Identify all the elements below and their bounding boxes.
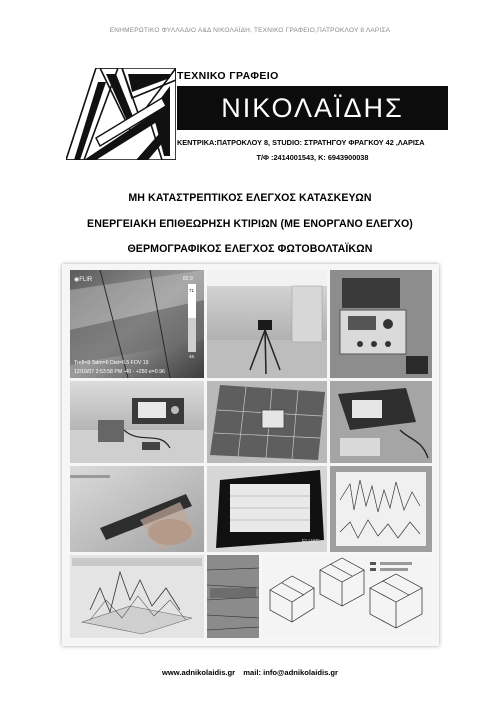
photo-fluke-device bbox=[207, 466, 327, 552]
website-link[interactable]: www.adnikolaidis.gr bbox=[161, 668, 236, 677]
email-link[interactable]: mail: info@adnikolaidis.gr bbox=[243, 668, 338, 677]
footer-contact bbox=[0, 668, 500, 677]
image-3d-surface-plot bbox=[70, 555, 204, 638]
photo-waveform-screen bbox=[330, 466, 432, 552]
thermal-readout-1: Trefl=8 Tatm=6 Dist=6.5 FOV 19 bbox=[74, 360, 149, 366]
phone-line: Τ/Φ :2414001543, Κ: 6943900038 bbox=[256, 153, 369, 162]
photo-rebound-hammer bbox=[70, 466, 204, 552]
office-label: ΤΕΧΝΙΚΟ ΓΡΑΦΕΙΟ bbox=[177, 70, 279, 82]
image-structural-models bbox=[262, 555, 432, 638]
headline-1: ΜΗ ΚΑΤΑΣΤΡΕΠΤΙΚΟΣ ΕΛΕΓΧΟΣ ΚΑΤΑΣΚΕΥΩΝ bbox=[128, 192, 372, 204]
photo-tripod-camera bbox=[207, 270, 327, 378]
thermal-readout-2: 12/10/07 3:53:58 PM -40 - +250 e=0.96 bbox=[74, 369, 165, 375]
company-name-banner bbox=[177, 86, 448, 130]
device-brand: FLUKE bbox=[302, 539, 320, 545]
thermal-brand: ◉FLIR bbox=[74, 277, 93, 283]
thermal-scale-top: 82.9 bbox=[183, 276, 193, 282]
image-radar-scan bbox=[207, 555, 259, 638]
photo-thermal-panel bbox=[70, 270, 204, 378]
photo-ultrasonic-tester bbox=[70, 381, 204, 463]
address-line: ΚΕΝΤΡΙΚΑ:ΠΑΤΡΟΚΛΟΥ 8, STUDIO: ΣΤΡΑΤΗΓΟΥ ΦΡΑΓΚΟΥ 42 ,ΛΑΡΙΣΑ bbox=[177, 138, 425, 147]
photo-field-instrument bbox=[330, 381, 432, 463]
company-logo bbox=[66, 68, 176, 160]
header-note: ΕΝΗΜΕΡΩΤΙΚΟ ΦΥΛΛΑΔΙΟ Α&Δ ΝΙΚΟΛΑΪΔΗ, ΤΕΧΝΙΚΟ ΓΡΑΦΕΙΟ,ΠΑΤΡΟΚΛΟΥ 8 ΛΑΡΙΣΑ bbox=[109, 27, 391, 34]
thermal-scale-mid: 71 bbox=[189, 288, 195, 293]
photo-solar-panel bbox=[207, 381, 327, 463]
photo-collage bbox=[70, 270, 432, 638]
photo-instrument-case bbox=[330, 270, 432, 378]
headline-3: ΘΕΡΜΟΓΡΑΦΙΚΟΣ ΕΛΕΓΧΟΣ ΦΩΤΟΒΟΛΤΑΪΚΩΝ bbox=[127, 243, 373, 255]
company-name: ΝΙΚΟΛΑΪΔΗΣ bbox=[221, 92, 404, 123]
photo-collage-frame bbox=[62, 264, 439, 646]
thermal-scale-bottom: 46 bbox=[189, 354, 195, 359]
headline-2: ΕΝΕΡΓΕΙΑΚΗ ΕΠΙΘΕΩΡΗΣΗ ΚΤΙΡΙΩΝ (ΜΕ ΕΝΟΡΓΑΝΟ ΕΛΕΓΧΟ) bbox=[87, 218, 413, 230]
